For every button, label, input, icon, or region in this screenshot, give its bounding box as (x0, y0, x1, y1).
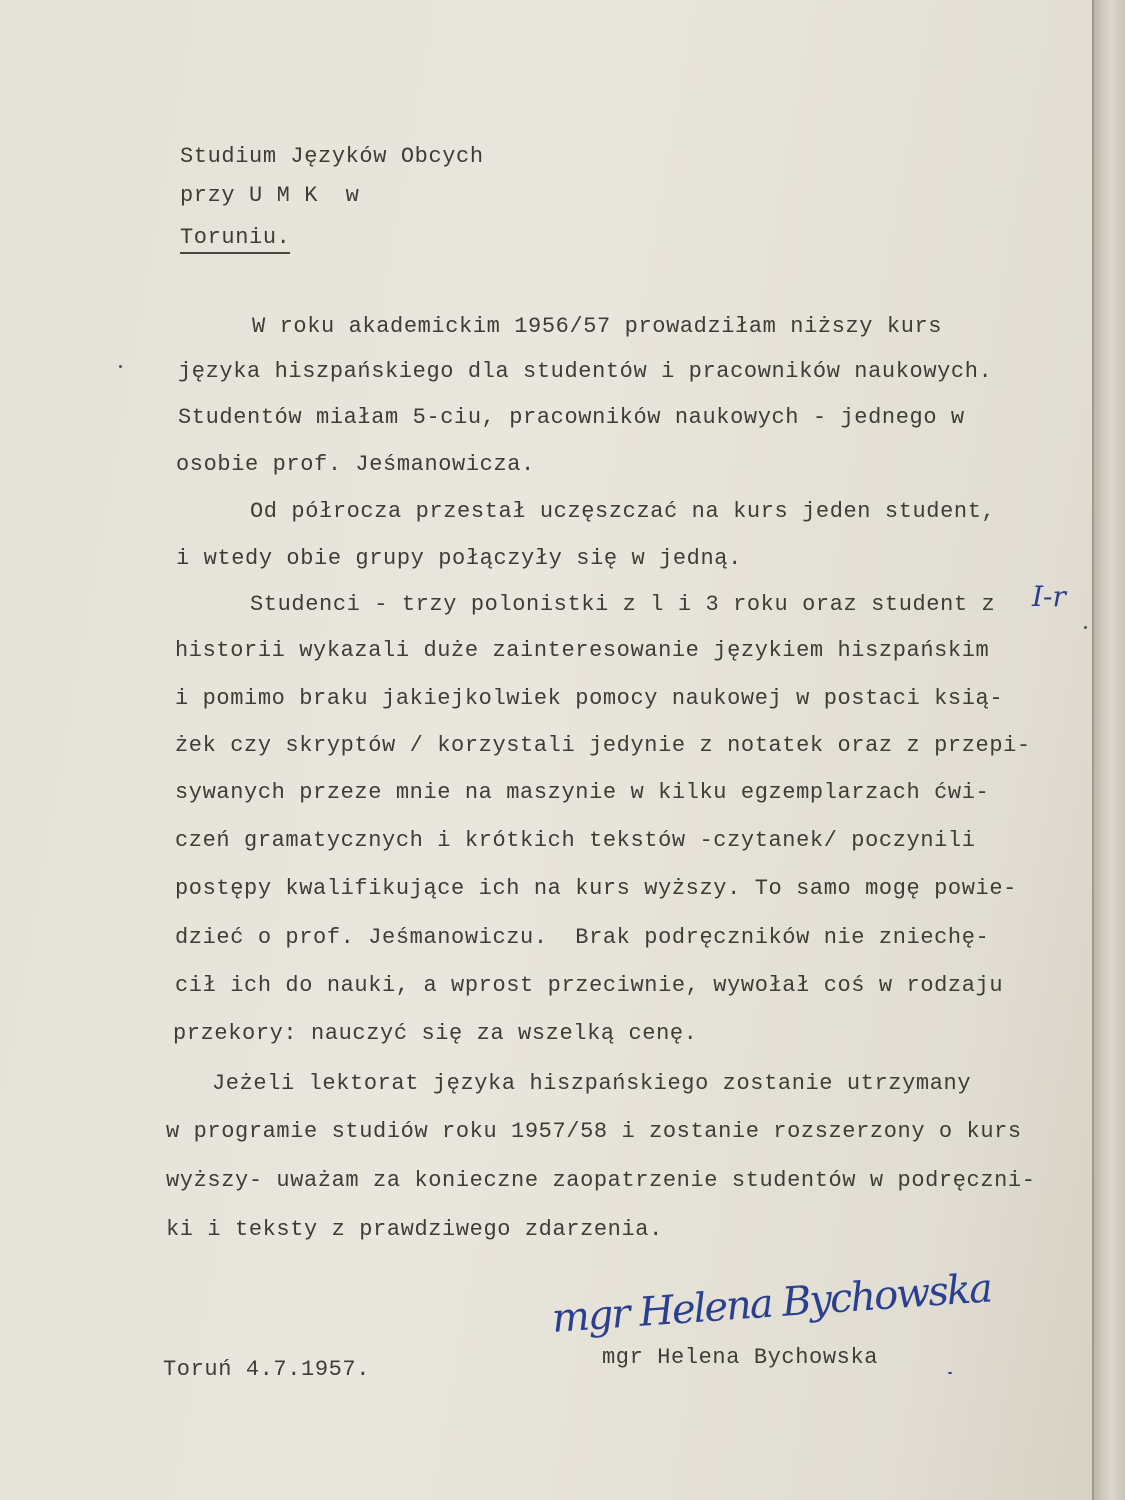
address-city: Toruniu. (180, 225, 290, 254)
body-line-8: historii wykazali duże zainteresowanie językiem hiszpańskim (175, 638, 990, 663)
body-line-10: żek czy skryptów / korzystali jedynie z notatek oraz z przepi- (175, 733, 1031, 758)
body-line-2: języka hiszpańskiego dla studentów i pracowników naukowych. (178, 359, 993, 384)
body-line-19: wyższy- uważam za konieczne zaopatrzenie studentów w podręczni- (166, 1168, 1036, 1193)
body-line-20: ki i teksty z prawdziwego zdarzenia. (166, 1217, 663, 1242)
handwritten-signature: mgr Helena Bychowska (550, 1265, 993, 1342)
paper-speck (119, 365, 122, 368)
body-line-5: Od półrocza przestał uczęszczać na kurs jeden student, (250, 499, 996, 524)
body-line-16: przekory: nauczyć się za wszelką cenę. (173, 1021, 698, 1046)
body-line-14: dzieć o prof. Jeśmanowiczu. Brak podręczników nie zniechę- (175, 925, 990, 950)
body-line-12: czeń gramatycznych i krótkich tekstów -czytanek/ poczynili (175, 828, 976, 853)
body-line-15: cił ich do nauki, a wprost przeciwnie, wywołał coś w rodzaju (175, 973, 1004, 998)
paper-speck (1084, 626, 1087, 629)
body-line-1: W roku akademickim 1956/57 prowadziłam niższy kurs (252, 314, 943, 339)
handwritten-insertion: I-r (1032, 580, 1066, 613)
body-line-4: osobie prof. Jeśmanowicza. (176, 452, 535, 477)
body-line-7: Studenci - trzy polonistki z l i 3 roku oraz student z (250, 592, 996, 617)
address-line-university: przy U M K w (180, 183, 360, 208)
body-line-17: Jeżeli lektorat języka hiszpańskiego zostanie utrzymany (212, 1071, 972, 1096)
body-line-9: i pomimo braku jakiejkolwiek pomocy naukowej w postaci ksią- (175, 686, 1004, 711)
paper-speck (948, 1372, 952, 1374)
paper-edge-line (1092, 0, 1094, 1500)
body-line-18: w programie studiów roku 1957/58 i zostanie rozszerzony o kurs (166, 1119, 1022, 1144)
paper-edge (1092, 0, 1125, 1500)
body-line-11: sywanych przeze mnie na maszynie w kilku egzemplarzach ćwi- (175, 780, 990, 805)
address-line-institution: Studium Języków Obcych (180, 144, 484, 169)
typed-name: mgr Helena Bychowska (602, 1345, 879, 1370)
body-line-13: postępy kwalifikujące ich na kurs wyższy. To samo mogę powie- (175, 876, 1017, 901)
date-place: Toruń 4.7.1957. (163, 1357, 371, 1382)
body-line-6: i wtedy obie grupy połączyły się w jedną. (176, 546, 742, 571)
body-line-3: Studentów miałam 5-ciu, pracowników naukowych - jednego w (178, 405, 965, 430)
